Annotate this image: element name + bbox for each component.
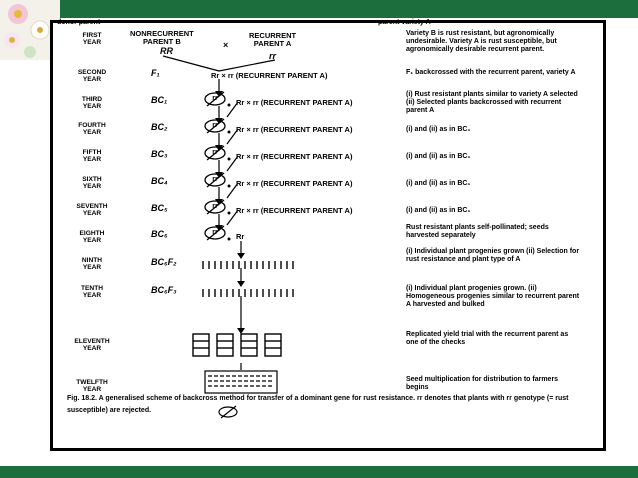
- year-label-11: ELEVENTH YEAR: [74, 338, 110, 352]
- rejected-rr-label-7: rr: [212, 203, 218, 210]
- year-label-7: SEVENTH YEAR: [76, 203, 108, 217]
- year-label-6: SIXTH YEAR: [82, 176, 102, 190]
- gen-label-bc4: BC₄: [151, 176, 168, 186]
- year-label-1: FIRST YEAR: [82, 32, 102, 46]
- note-8: Rust resistant plants self-pollinated; seeds harvested separately: [406, 224, 549, 239]
- note-12: Seed multiplication for distribution to farmers begins: [406, 376, 559, 391]
- diagram-frame: [50, 20, 606, 451]
- top-green-band: [0, 0, 638, 18]
- seed-multiplication-plot: [205, 371, 277, 393]
- cross-text-4: Rr × rr (RECURRENT PARENT A): [236, 125, 353, 134]
- header-crop-right: parent variety A: [378, 19, 431, 26]
- parent-a-genotype: rr: [269, 51, 277, 61]
- parent-a-header: RECURRENT PARENT A: [249, 31, 297, 48]
- cross-text-5: Rr × rr (RECURRENT PARENT A): [236, 152, 353, 161]
- rejected-rr-label-5: rr: [212, 149, 218, 156]
- parent-b-genotype: RR: [160, 46, 173, 56]
- year-label-8: EIGHTH YEAR: [79, 230, 105, 244]
- progeny-bars-bc6f3: [203, 289, 293, 297]
- cross-text-2: Rr × rr (RECURRENT PARENT A): [211, 71, 328, 80]
- parent-b-header: NONRECURRENT PARENT B: [130, 29, 194, 46]
- figure-caption: Fig. 18.2. A generalised scheme of backcross method for transfer of a dominant gene for rust resistance. rr denotes that plants with rr genotype (= rust susceptible) are rejected.: [67, 395, 569, 414]
- rejected-rr-label-4: rr: [212, 122, 218, 129]
- year-label-2: SECOND YEAR: [77, 69, 107, 83]
- header-crop-left: donor parent: [57, 19, 101, 26]
- note-2: F₁ backcrossed with the recurrent parent, variety A: [406, 69, 576, 76]
- bottom-green-band: [0, 466, 638, 478]
- gen-label-bc6: BC₆: [151, 229, 168, 239]
- note-4: (i) and (ii) as in BC₁: [406, 126, 471, 133]
- cross-text-3: Rr × rr (RECURRENT PARENT A): [236, 98, 353, 107]
- cross-text-6: Rr × rr (RECURRENT PARENT A): [236, 179, 353, 188]
- gen-label-bc1: BC₁: [151, 95, 168, 105]
- gen-label-bc6f2: BC₆F₂: [151, 257, 177, 267]
- year-label-10: TENTH YEAR: [81, 285, 103, 299]
- cross-text-7: Rr × rr (RECURRENT PARENT A): [236, 206, 353, 215]
- note-7: (i) and (ii) as in BC₁: [406, 207, 471, 214]
- note-10: (i) Individual plant progenies grown. (ii) Homogeneous progenies similar to recurrent parent A harvested and bulked: [406, 285, 580, 308]
- note-9: (i) Individual plant progenies grown (ii) Selection for rust resistance and plant type of A: [406, 248, 580, 263]
- cross-text-8: Rr: [236, 232, 245, 241]
- gen-label-bc3: BC₃: [151, 149, 168, 159]
- gen-label-f1: F₁: [151, 68, 160, 78]
- progeny-bars-bc6f2: [203, 261, 293, 269]
- note-11: Replicated yield trial with the recurrent parent as one of the checks: [406, 331, 569, 346]
- year-label-3: THIRD YEAR: [81, 96, 103, 110]
- parent-a-line: [219, 60, 275, 71]
- gen-label-bc2: BC₂: [151, 122, 168, 132]
- yield-trial-plots: [193, 334, 281, 356]
- gen-label-bc6f3: BC₆F₃: [151, 285, 177, 295]
- year-label-9: NINTH YEAR: [81, 257, 103, 271]
- rejected-rr-label-6: rr: [212, 176, 218, 183]
- note-6: (i) and (ii) as in BC₁: [406, 180, 471, 187]
- year-label-12: TWELFTH YEAR: [76, 379, 108, 393]
- rejected-rr-label-8: rr: [212, 229, 218, 236]
- note-1: Variety B is rust resistant, but agronomically undesirable. Variety A is rust susceptible, but agronomically desirable recurrent parent.: [406, 30, 557, 53]
- rejected-rr-label-3: rr: [212, 95, 218, 102]
- backcross-flow-graphic: [53, 23, 603, 448]
- year-label-4: FOURTH YEAR: [78, 122, 106, 136]
- note-5: (i) and (ii) as in BC₁: [406, 153, 471, 160]
- parent-b-line: [163, 56, 219, 71]
- cross-mark: ×: [223, 40, 229, 50]
- note-3: (i) Rust resistant plants similar to variety A selected (ii) Selected plants backcrossed with recurrent parent A: [406, 91, 578, 114]
- gen-label-bc5: BC₅: [151, 203, 168, 213]
- year-label-5: FIFTH YEAR: [82, 149, 102, 163]
